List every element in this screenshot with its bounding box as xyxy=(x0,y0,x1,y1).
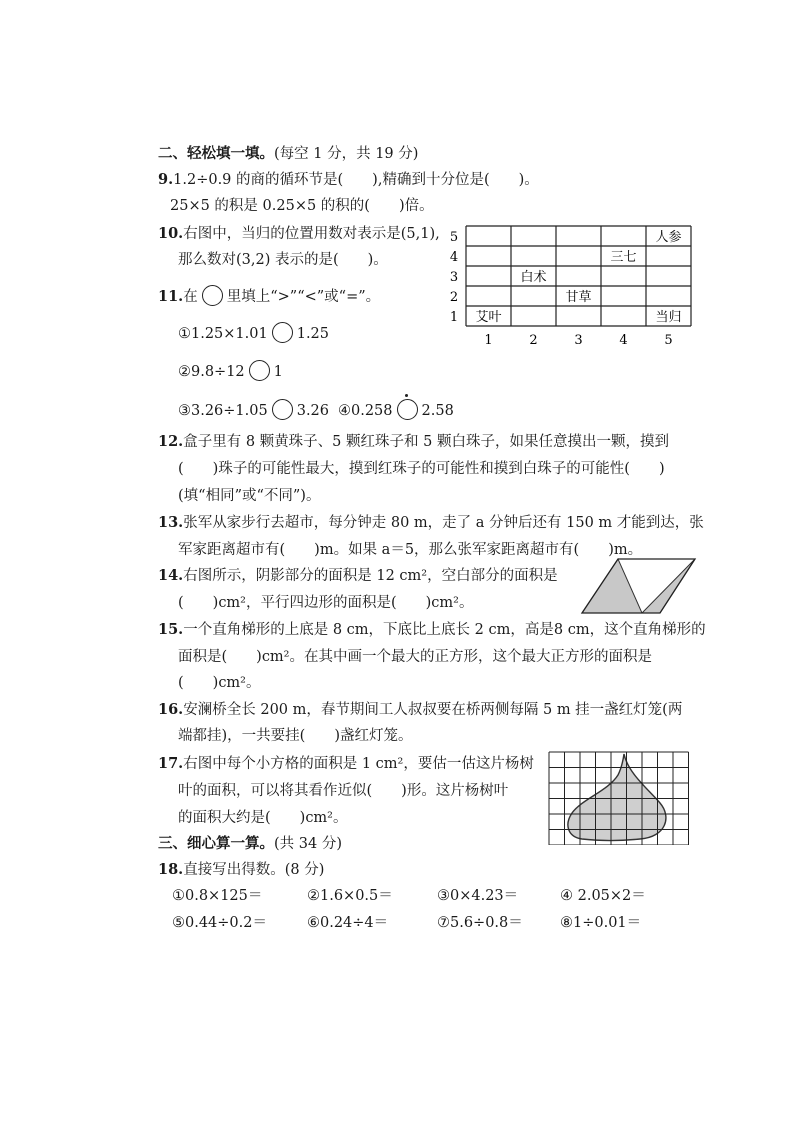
question-17-line-3 xyxy=(178,808,348,828)
question-10-number: 10. xyxy=(158,225,184,242)
herb-label: 人参 xyxy=(655,230,682,245)
answer-circle-2[interactable] xyxy=(249,360,270,381)
question-17-line-2 xyxy=(178,781,508,801)
question-14-line-1 xyxy=(158,566,558,586)
row-label: 5 xyxy=(449,230,459,245)
question-9-text-2: 25×5 的积是 0.25×5 的积的( )倍。 xyxy=(170,198,434,214)
row-label: 3 xyxy=(449,270,459,285)
column-label: 2 xyxy=(529,333,538,348)
question-15-text-2: 面积是( )cm²。在其中画一个最大的正方形，这个最大正方形的面积是 xyxy=(178,649,652,665)
question-17-line-1 xyxy=(158,754,534,774)
question-12-text-2: ( )珠子的可能性最大，摸到红珠子的可能性和摸到白珠子的可能性( ) xyxy=(178,461,665,477)
question-10-text-2: 那么数对(3,2) 表示的是( )。 xyxy=(178,252,388,268)
leaf-grid-figure xyxy=(548,751,700,845)
question-11-intro-b: 里填上“>”“<”或“=”。 xyxy=(226,289,381,305)
question-9-text-1: 1.2÷0.9 的商的循环节是( ),精确到十分位是( )。 xyxy=(173,172,539,188)
question-9-line-1 xyxy=(158,170,539,190)
herb-position-grid xyxy=(448,222,700,348)
question-16-line-2 xyxy=(178,726,412,746)
question-15-line-1 xyxy=(158,620,706,640)
question-11-item-3 xyxy=(178,399,329,421)
column-label: 3 xyxy=(574,333,583,348)
question-9-number: 9. xyxy=(158,171,174,188)
question-17-number: 17. xyxy=(158,755,184,772)
shaded-triangle-right xyxy=(642,559,695,613)
calc-item-1: ①0.8×125＝ xyxy=(172,888,263,904)
question-15-text-1: 一个直角梯形的上底是 8 cm，下底比上底长 2 cm，高是8 cm，这个直角梯形的 xyxy=(183,622,706,638)
section-2-note: (每空 1 分，共 19 分) xyxy=(274,146,419,162)
row-label: 1 xyxy=(449,310,459,325)
question-16-text-1: 安澜桥全长 200 m，春节期间工人叔叔要在桥两侧每隔 5 m 挂一盏红灯笼(两 xyxy=(183,702,683,718)
question-16-line-1 xyxy=(158,700,682,720)
question-10-line-2 xyxy=(178,250,388,270)
herb-label: 白术 xyxy=(520,270,547,285)
column-label: 5 xyxy=(664,333,673,348)
column-label: 4 xyxy=(619,333,628,348)
section-2-title: 二、轻松填一填。 xyxy=(158,146,274,162)
question-12-number: 12. xyxy=(158,433,184,450)
question-12-line-1 xyxy=(158,432,669,452)
question-10-text-1: 右图中，当归的位置用数对表示是(5,1), xyxy=(183,226,440,242)
question-13-number: 13. xyxy=(158,514,184,531)
question-11-intro-a: 在 xyxy=(183,289,198,305)
parallelogram-figure xyxy=(580,556,700,616)
question-11-item-4 xyxy=(338,399,454,421)
answer-circle-4[interactable] xyxy=(397,399,418,420)
question-14-line-2 xyxy=(178,593,474,613)
item-3-right: 3.26 xyxy=(296,403,330,419)
row-label: 2 xyxy=(449,290,459,305)
calc-item-8: ⑧1÷0.01＝ xyxy=(560,915,642,931)
leaf-shape xyxy=(568,754,666,841)
herb-label: 艾叶 xyxy=(475,310,502,325)
question-16-text-2: 端都挂)，一共要挂( )盏红灯笼。 xyxy=(178,728,413,744)
question-17-text-1: 右图中每个小方格的面积是 1 cm²，要估一估这片杨树 xyxy=(183,756,534,772)
question-11-item-2 xyxy=(178,360,283,382)
question-12-line-3 xyxy=(178,486,320,506)
item-2-left: ②9.8÷12 xyxy=(178,364,245,380)
question-12-line-2 xyxy=(178,459,665,479)
item-4-right: 2.58 xyxy=(421,403,454,419)
repeating-decimal-dot xyxy=(405,394,408,397)
question-15-line-3 xyxy=(178,673,261,693)
herb-label: 三七 xyxy=(610,250,637,265)
question-15-number: 15. xyxy=(158,621,184,638)
question-18-heading xyxy=(158,860,324,880)
calc-item-7: ⑦5.6÷0.8＝ xyxy=(437,915,523,931)
compare-circle-sample xyxy=(202,285,223,306)
calc-item-2: ②1.6×0.5＝ xyxy=(307,888,393,904)
column-label: 1 xyxy=(484,333,493,348)
question-15-line-2 xyxy=(178,647,652,667)
item-1-right: 1.25 xyxy=(296,326,330,342)
question-11-number: 11. xyxy=(158,288,184,305)
question-15-text-3: ( )cm²。 xyxy=(178,675,261,691)
question-12-text-1: 盒子里有 8 颗黄珠子、5 颗红珠子和 5 颗白珠子，如果任意摸出一颗，摸到 xyxy=(183,434,669,450)
item-3-left: ③3.26÷1.05 xyxy=(178,403,268,419)
calc-item-6: ⑥0.24÷4＝ xyxy=(307,915,389,931)
question-11-intro xyxy=(158,285,380,307)
question-14-text-2: ( )cm²，平行四边形的面积是( )cm²。 xyxy=(178,595,474,611)
question-11-item-1 xyxy=(178,322,329,344)
item-2-right: 1 xyxy=(273,364,283,380)
herb-label: 当归 xyxy=(655,310,682,325)
calc-item-5: ⑤0.44÷0.2＝ xyxy=(172,915,267,931)
question-17-text-2: 叶的面积，可以将其看作近似( )形。这片杨树叶 xyxy=(178,783,509,799)
question-13-line-2 xyxy=(178,540,642,560)
question-13-line-1 xyxy=(158,513,704,533)
section-3-title: 三、细心算一算。 xyxy=(158,836,274,852)
item-4-left: ④0.258 xyxy=(338,403,393,419)
question-16-number: 16. xyxy=(158,701,184,718)
row-label: 4 xyxy=(449,250,459,265)
question-17-text-3: 的面积大约是( )cm²。 xyxy=(178,810,348,826)
question-18-number: 18. xyxy=(158,861,184,878)
question-14-text-1: 右图所示，阴影部分的面积是 12 cm²，空白部分的面积是 xyxy=(183,568,558,584)
answer-circle-3[interactable] xyxy=(272,399,293,420)
herb-label: 甘草 xyxy=(565,290,592,305)
calc-item-3: ③0×4.23＝ xyxy=(437,888,519,904)
item-1-left: ①1.25×1.01 xyxy=(178,326,268,342)
calc-item-4: ④ 2.05×2＝ xyxy=(560,888,646,904)
question-10-line-1 xyxy=(158,224,440,244)
question-13-text-2: 军家距离超市有( )m。如果 a＝5，那么张军家距离超市有( )m。 xyxy=(178,542,643,558)
question-13-text-1: 张军从家步行去超市，每分钟走 80 m，走了 a 分钟后还有 150 m 才能到达，张 xyxy=(183,515,704,531)
question-14-number: 14. xyxy=(158,567,184,584)
answer-circle-1[interactable] xyxy=(272,322,293,343)
question-9-line-2 xyxy=(170,196,434,216)
question-18-title: 直接写出得数。(8 分) xyxy=(183,862,325,878)
question-12-text-3: (填“相同”或“不同”)。 xyxy=(178,488,321,504)
section-3-heading xyxy=(158,834,342,854)
section-3-note: (共 34 分) xyxy=(274,836,342,852)
section-2-heading xyxy=(158,144,418,164)
